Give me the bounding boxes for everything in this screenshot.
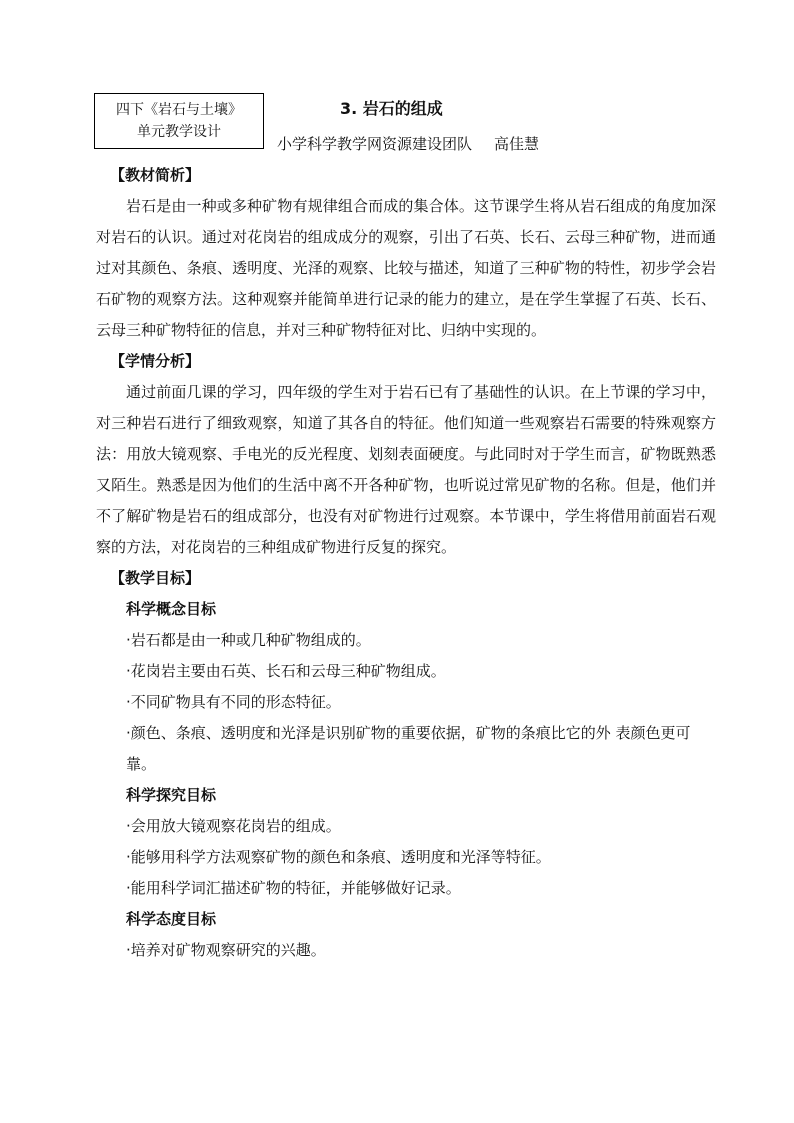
section-heading-students: 【学情分析】: [110, 352, 201, 370]
unit-label-line1: 四下《岩石与土壤》: [116, 102, 242, 118]
inquiry-goal-item: ·会用放大镜观察花岗岩的组成。: [126, 817, 341, 835]
concept-goal-item: ·颜色、条痕、透明度和光泽是识别矿物的重要依据，矿物的条痕比它的外 表颜色更可靠。: [126, 724, 691, 773]
concept-goal-item: ·花岗岩主要由石英、长石和云母三种矿物组成。: [126, 662, 446, 680]
document-body: [96, 160, 716, 966]
lesson-title: 3. 岩石的组成: [340, 99, 443, 118]
inquiry-goal-item: ·能用科学词汇描述矿物的特征，并能够做好记录。: [126, 879, 461, 897]
inquiry-goal-item: ·能够用科学方法观察矿物的颜色和条痕、透明度和光泽等特征。: [126, 848, 551, 866]
author-name: 高佳慧: [494, 135, 540, 153]
analysis-paragraph: 岩石是由一种或多种矿物有规律组合而成的集合体。这节课学生将从岩石组成的角度加深对岩石的认识。通过对花岗岩的组成成分的观察，引出了石英、长石、云母三种矿物，进而通过对其颜色、条痕、透明度、光泽的观察、比较与描述，知道了三种矿物的特性，初步学会岩石矿物的观察方法。这种观察并能简单进行记录的能力的建立，是在学生掌握了石英、长石、云母三种矿物特征的信息，并对三种矿物特征对比、归纳中实现的。: [96, 197, 716, 339]
unit-label-box: [94, 93, 264, 149]
author-team: 小学科学教学网资源建设团队: [277, 135, 473, 153]
concept-goal-item: ·不同矿物具有不同的形态特征。: [126, 693, 341, 711]
author-line: [277, 133, 539, 155]
students-paragraph: 通过前面几课的学习，四年级的学生对于岩石已有了基础性的认识。在上节课的学习中，对三种岩石进行了细致观察，知道了其各自的特征。他们知道一些观察岩石需要的特殊观察方法：用放大镜观察、手电光的反光程度、划刻表面硬度。与此同时对于学生而言，矿物既熟悉又陌生。熟悉是因为他们的生活中离不开各种矿物，也听说过常见矿物的名称。但是，他们并不了解矿物是岩石的组成部分，也没有对矿物进行过观察。本节课中，学生将借用前面岩石观察的方法，对花岗岩的三种组成矿物进行反复的探究。: [96, 383, 716, 556]
concept-goals-title: 科学概念目标: [126, 600, 217, 618]
attitude-goal-item: ·培养对矿物观察研究的兴趣。: [126, 941, 326, 959]
unit-label-line2: 单元教学设计: [137, 124, 221, 140]
attitude-goals-title: 科学态度目标: [126, 910, 217, 928]
section-heading-analysis: 【教材简析】: [110, 166, 201, 184]
section-heading-goals: 【教学目标】: [110, 569, 201, 587]
concept-goal-item: ·岩石都是由一种或几种矿物组成的。: [126, 631, 371, 649]
inquiry-goals-title: 科学探究目标: [126, 786, 217, 804]
